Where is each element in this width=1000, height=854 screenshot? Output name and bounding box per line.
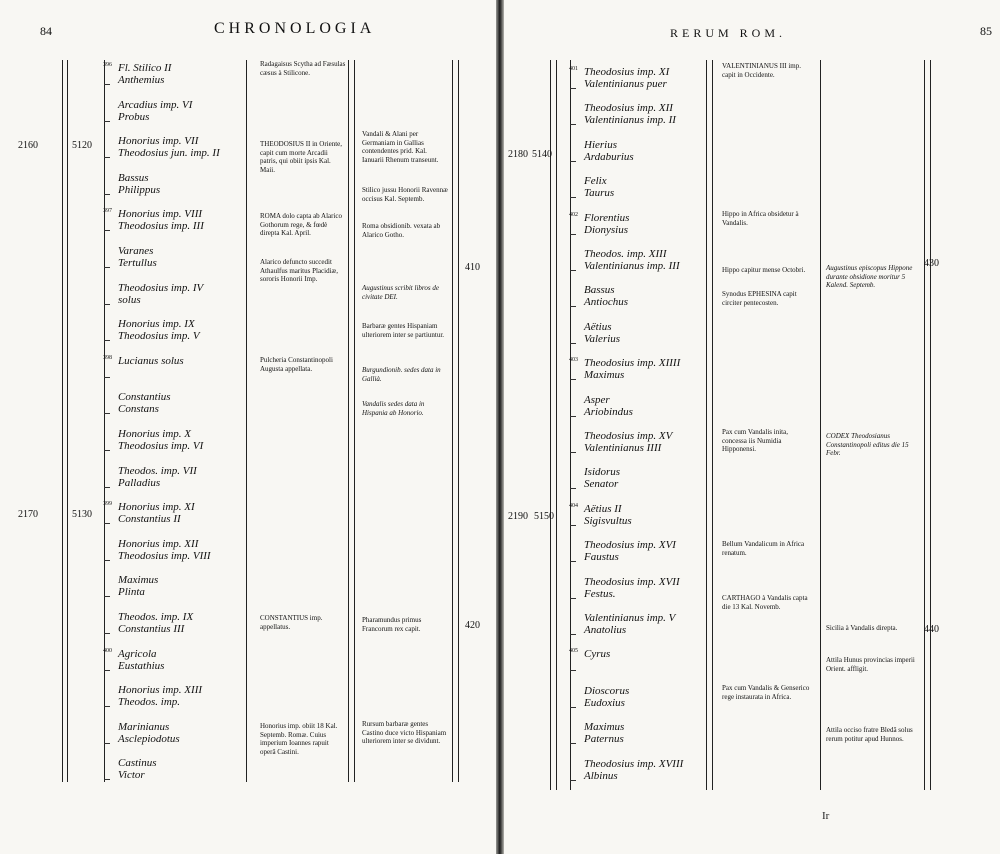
consul-line-2: Albinus xyxy=(584,769,618,782)
consul-line-1: Aëtius xyxy=(584,320,612,333)
consul-line-1: Honorius imp. VIII xyxy=(118,208,203,221)
signature-mark: Ir xyxy=(822,810,830,822)
right-page xyxy=(504,0,1000,854)
consul-line-1: Aëtius II xyxy=(584,502,622,515)
year-tick xyxy=(570,234,576,235)
consul-line-2: Theodosius jun. imp. II xyxy=(118,147,220,160)
consul-entry xyxy=(118,428,203,452)
consul-line-1: Theodosius imp. XII xyxy=(584,102,673,115)
section-number: 403 xyxy=(569,357,578,364)
consul-line-1: Theodosius imp. XV xyxy=(584,430,673,442)
section-number: 397 xyxy=(103,208,112,215)
consul-line-2: Theodosius imp. V xyxy=(118,330,200,343)
section-number: 402 xyxy=(569,211,578,218)
consul-entry xyxy=(584,430,672,454)
consul-line-1: Honorius imp. XI xyxy=(118,501,195,514)
consul-line-1: Honorius imp. VII xyxy=(118,135,199,148)
consul-entry xyxy=(103,647,165,672)
year-label-a: 2160 xyxy=(18,140,38,151)
event-entry: VALENTINIANUS III imp. capit in Occidente. xyxy=(722,62,801,79)
consul-line-2: Dionysius xyxy=(584,223,628,236)
consul-entry xyxy=(584,321,620,345)
consul-line-1: Valentinianus imp. V xyxy=(584,612,676,624)
year-tick xyxy=(570,743,576,744)
event-entry: THEODOSIUS II in Oriente, capit cum morte Arcadii patris, qui obiit ipsis Kal. Maii. xyxy=(260,140,343,174)
event-entry: Pulcheria Constantinopoli Augusta appellata. xyxy=(260,356,333,373)
year-tick xyxy=(104,304,110,305)
event-entry: Honorius imp. obiit 18 Kal. Septemb. Romæ. Cuius imperium Ioannes rapuit operâ Castini. xyxy=(260,722,338,756)
year-tick xyxy=(104,706,110,707)
year-tick xyxy=(570,670,576,671)
column-rule xyxy=(458,60,459,782)
consul-line-2: Ariobindus xyxy=(584,405,633,418)
column-rule xyxy=(104,60,105,782)
event-entry: Alarico defuncto succedit Athaulfus maritus Placidiæ, sororis Honorii Imp. xyxy=(260,258,338,283)
consul-entry xyxy=(569,648,611,661)
consul-entry xyxy=(118,391,171,415)
consul-entry xyxy=(118,318,200,342)
consul-line-2: Maximus xyxy=(584,369,625,382)
consul-entry xyxy=(584,284,628,308)
year-label-right: 410 xyxy=(465,262,480,273)
consul-line-1: Maximus xyxy=(118,574,159,587)
column-rule xyxy=(930,60,931,790)
event-entry: Augustinus episcopus Hippone durante obsidione moritur 5 Kalend. Septemb. xyxy=(826,264,913,289)
consul-entry xyxy=(584,394,633,418)
event-entry: Stilico jussu Honorii Ravennæ occisus Kal. Septemb. xyxy=(362,186,448,203)
consul-line-2: Ardaburius xyxy=(584,150,634,163)
event-entry: Synodus EPHESINA capit circiter pentecosten. xyxy=(722,290,797,307)
consul-line-1: Arcadius imp. VI xyxy=(118,98,193,111)
event-entry: Hippo capitur mense Octobri. xyxy=(722,266,806,274)
page-number: 84 xyxy=(40,24,52,38)
consul-line-2: Constantius II xyxy=(118,513,181,526)
event-entry: Roma obsidionib. vexata ab Alarico Gotho. xyxy=(362,222,441,239)
consul-line-1: Theodos. imp. VII xyxy=(118,464,197,477)
consul-entry xyxy=(118,684,202,708)
consul-entry xyxy=(118,99,192,123)
consul-line-2: Sigisvultus xyxy=(584,514,632,527)
consul-line-1: Constantius xyxy=(118,391,171,404)
section-number: 405 xyxy=(569,648,578,655)
column-rule xyxy=(550,60,551,790)
column-rule xyxy=(712,60,713,790)
consul-line-1: Felix xyxy=(584,175,607,188)
consul-entry xyxy=(118,721,180,745)
consul-line-1: Bassus xyxy=(118,171,149,184)
consul-line-1: Castinus xyxy=(118,757,157,770)
running-head: RERUM ROM. xyxy=(670,26,787,40)
running-head: CHRONOLOGIA xyxy=(214,20,376,37)
column-rule xyxy=(706,60,707,790)
consul-line-1: Asper xyxy=(584,393,610,406)
year-tick xyxy=(570,488,576,489)
consul-line-1: Theodos. imp. IX xyxy=(118,611,194,623)
consul-line-1: Theodosius imp. XVII xyxy=(584,575,680,588)
consul-entry xyxy=(584,576,680,600)
year-tick xyxy=(570,707,576,708)
year-tick xyxy=(570,270,576,271)
consul-line-1: Agricola xyxy=(118,647,157,660)
consul-entry xyxy=(584,248,680,272)
consul-entry xyxy=(584,102,676,126)
year-tick xyxy=(570,525,576,526)
consul-entry xyxy=(118,538,211,562)
section-number: 398 xyxy=(103,354,112,361)
year-tick xyxy=(104,84,110,85)
year-label-b: 5120 xyxy=(72,140,92,151)
consul-line-2: Faustus xyxy=(584,551,619,564)
column-rule xyxy=(820,60,821,790)
event-entry: Barbaræ gentes Hispaniam ulteriorem inter se partiuntur. xyxy=(362,322,445,339)
consul-line-1: Honorius imp. XII xyxy=(118,537,199,550)
section-number: 401 xyxy=(569,66,578,72)
year-tick xyxy=(570,561,576,562)
year-tick xyxy=(570,598,576,599)
column-rule xyxy=(452,60,453,782)
consul-line-1: Theodos. imp. XIII xyxy=(584,248,667,260)
consul-entry xyxy=(118,574,158,598)
year-tick xyxy=(104,523,110,524)
consul-line-1: Marinianus xyxy=(118,720,170,733)
column-rule xyxy=(62,60,63,782)
column-rule xyxy=(67,60,68,782)
consul-entry xyxy=(118,465,197,489)
consul-entry xyxy=(118,135,220,159)
consul-line-2: Eudoxius xyxy=(584,696,625,709)
year-tick xyxy=(104,560,110,561)
year-tick xyxy=(570,306,576,307)
event-entry: Vandali & Alani per Germaniam in Gallias contendentes prid. Kal. Ianuarii Rhenum transeunt. xyxy=(362,130,439,164)
consul-entry xyxy=(584,466,620,490)
year-tick xyxy=(570,416,576,417)
year-tick xyxy=(104,413,110,414)
consul-line-1: Cyrus xyxy=(584,648,611,661)
consul-entry xyxy=(569,357,681,382)
event-entry: CODEX Theodosianus Constantinopoli editus die 15 Febr. xyxy=(826,432,909,457)
consul-entry xyxy=(584,139,634,163)
section-number: 400 xyxy=(103,647,112,654)
year-tick xyxy=(570,197,576,198)
consul-line-1: Honorius imp. IX xyxy=(118,318,195,331)
consul-line-1: Theodosius imp. XIIII xyxy=(584,357,681,370)
section-number: 396 xyxy=(103,62,112,68)
section-number: 404 xyxy=(569,502,578,509)
consul-line-2: Plinta xyxy=(118,586,145,599)
consul-line-1: Theodosius imp. XVI xyxy=(584,539,676,552)
consul-line-2: Anthemius xyxy=(118,74,165,86)
consul-line-2: Senator xyxy=(584,478,619,491)
consul-line-2: Valentinianus imp. III xyxy=(584,260,680,272)
event-entry: Bellum Vandalicum in Africa renatum. xyxy=(722,540,805,557)
consul-entry xyxy=(118,245,157,269)
consul-entry xyxy=(584,758,683,782)
consul-line-1: Varanes xyxy=(118,245,154,257)
year-tick xyxy=(104,670,110,671)
consul-entry xyxy=(103,354,184,367)
consul-line-2: Eustathius xyxy=(118,659,165,672)
consul-line-1: Theodosius imp. XVIII xyxy=(584,757,684,770)
year-tick xyxy=(104,267,110,268)
event-entry: Pax cum Vandalis inita, concessa iis Numidia Hipponensi. xyxy=(722,428,788,453)
consul-entry xyxy=(118,172,160,196)
consul-line-2: Constantius III xyxy=(118,623,185,635)
event-entry: Pharamundus primus Francorum rex capit. xyxy=(362,616,422,633)
consul-line-2: Taurus xyxy=(584,187,615,200)
event-entry: Attila occiso fratre Bledâ solus rerum potitur apud Hunnos. xyxy=(826,726,913,743)
consul-line-1: Bassus xyxy=(584,284,615,297)
consul-line-2: Paternus xyxy=(584,733,624,746)
year-label-b: 5140 xyxy=(532,149,552,160)
year-tick xyxy=(570,124,576,125)
consul-line-2: Festus. xyxy=(584,587,616,600)
section-number: 399 xyxy=(103,501,112,508)
year-tick xyxy=(570,161,576,162)
year-tick xyxy=(570,780,576,781)
column-rule xyxy=(570,60,571,790)
column-rule xyxy=(348,60,349,782)
consul-line-2: Constans xyxy=(118,403,159,416)
year-label-right: 420 xyxy=(465,620,480,631)
event-entry: Pax cum Vandalis & Genserico rege instaurata in Africa. xyxy=(722,684,810,701)
consul-entry xyxy=(103,208,204,233)
consul-line-2: Victor xyxy=(118,769,145,782)
year-label-b: 5150 xyxy=(534,511,554,522)
year-tick xyxy=(104,779,110,780)
event-entry: Burgundionib. sedes data in Gallià. xyxy=(362,366,441,383)
year-tick xyxy=(570,452,576,453)
year-tick xyxy=(104,743,110,744)
column-rule xyxy=(556,60,557,790)
consul-line-2: Probus xyxy=(118,110,150,123)
year-label-a: 2180 xyxy=(508,149,528,160)
consul-line-2: Valentinianus puer xyxy=(584,78,667,90)
consul-line-2: Asclepiodotus xyxy=(118,732,180,745)
event-entry: Radagaisus Scytha ad Fæsulas cæsus à Stilicone. xyxy=(260,60,346,77)
consul-entry xyxy=(584,612,675,636)
consul-line-1: Fl. Stilico II xyxy=(118,62,172,74)
year-tick xyxy=(104,450,110,451)
page-number: 85 xyxy=(980,24,992,38)
consul-line-1: Hierius xyxy=(584,138,617,151)
consul-line-2: Theodos. imp. xyxy=(118,696,181,709)
left-page xyxy=(0,0,496,854)
consul-entry xyxy=(584,175,614,199)
year-tick xyxy=(104,633,110,634)
consul-entry xyxy=(103,501,195,526)
consul-entry xyxy=(569,211,630,236)
consul-line-2: Tertullus xyxy=(118,257,157,269)
year-tick xyxy=(104,194,110,195)
consul-line-1: Isidorus xyxy=(584,466,621,479)
consul-line-2: Valentinianus imp. II xyxy=(584,114,676,127)
consul-entry xyxy=(584,721,624,745)
year-tick xyxy=(570,634,576,635)
year-tick xyxy=(104,121,110,122)
year-label-right: 430 xyxy=(924,258,939,269)
year-tick xyxy=(104,157,110,158)
year-tick xyxy=(104,340,110,341)
consul-entry xyxy=(584,539,676,563)
consul-line-2: Philippus xyxy=(118,183,161,196)
consul-entry xyxy=(569,66,670,90)
consul-line-2: Antiochus xyxy=(584,296,628,309)
consul-line-2: Valentinianus IIII xyxy=(584,442,662,454)
event-entry: Vandalis sedes data in Hispania ab Honorio. xyxy=(362,400,425,417)
consul-line-2: Theodosius imp. VI xyxy=(118,440,204,452)
consul-entry xyxy=(569,502,632,527)
consul-line-2: Anatolius xyxy=(584,624,627,636)
year-tick xyxy=(570,379,576,380)
year-tick xyxy=(104,377,110,378)
consul-line-2: Theodosius imp. VIII xyxy=(118,549,211,562)
column-rule xyxy=(924,60,925,790)
consul-line-1: Dioscorus xyxy=(584,684,630,697)
year-label-a: 2190 xyxy=(508,511,528,522)
year-tick xyxy=(104,596,110,597)
event-entry: Sicilia à Vandalis direpta. xyxy=(826,624,898,632)
consul-line-2: Valerius xyxy=(584,332,621,345)
event-entry: Augustinus scribit libros de civitate DEI. xyxy=(362,284,439,301)
column-rule xyxy=(246,60,247,782)
event-entry: ROMA dolo capta ab Alarico Gothorum rege, & fœdè direpta Kal. April. xyxy=(260,212,343,237)
consul-line-1: Florentius xyxy=(584,211,630,224)
book-gutter xyxy=(496,0,504,854)
event-entry: Rursum barbaræ gentes Castino duce victo Hispaniam ulteriorem inter se dividunt. xyxy=(362,720,447,745)
consul-entry xyxy=(584,685,629,709)
consul-line-1: Maximus xyxy=(584,721,625,734)
event-entry: Attila Hunus provincias imperii Orient. affligit. xyxy=(826,656,915,673)
consul-line-1: Honorius imp. X xyxy=(118,428,192,440)
event-entry: CONSTANTIUS imp. appellatus. xyxy=(260,614,323,631)
year-label-b: 5130 xyxy=(72,509,92,520)
consul-line-2: Palladius xyxy=(118,476,161,489)
consul-entry xyxy=(118,611,193,635)
consul-line-1: Theodosius imp. IV xyxy=(118,281,204,294)
year-tick xyxy=(570,343,576,344)
consul-entry xyxy=(103,62,172,86)
consul-line-1: Lucianus solus xyxy=(118,354,184,367)
consul-line-2: Theodosius imp. III xyxy=(118,220,204,233)
consul-entry xyxy=(118,757,157,781)
year-label-right: 440 xyxy=(924,624,939,635)
event-entry: Hippo in Africa obsidetur à Vandalis. xyxy=(722,210,799,227)
consul-entry xyxy=(118,282,203,306)
year-tick xyxy=(570,88,576,89)
consul-line-1: Theodosius imp. XI xyxy=(584,66,670,78)
year-tick xyxy=(104,487,110,488)
column-rule xyxy=(354,60,355,782)
year-tick xyxy=(104,230,110,231)
year-label-a: 2170 xyxy=(18,509,38,520)
consul-line-2: solus xyxy=(118,293,141,306)
consul-line-1: Honorius imp. XIII xyxy=(118,684,203,697)
event-entry: CARTHAGO à Vandalis capta die 13 Kal. Novemb. xyxy=(722,594,808,611)
